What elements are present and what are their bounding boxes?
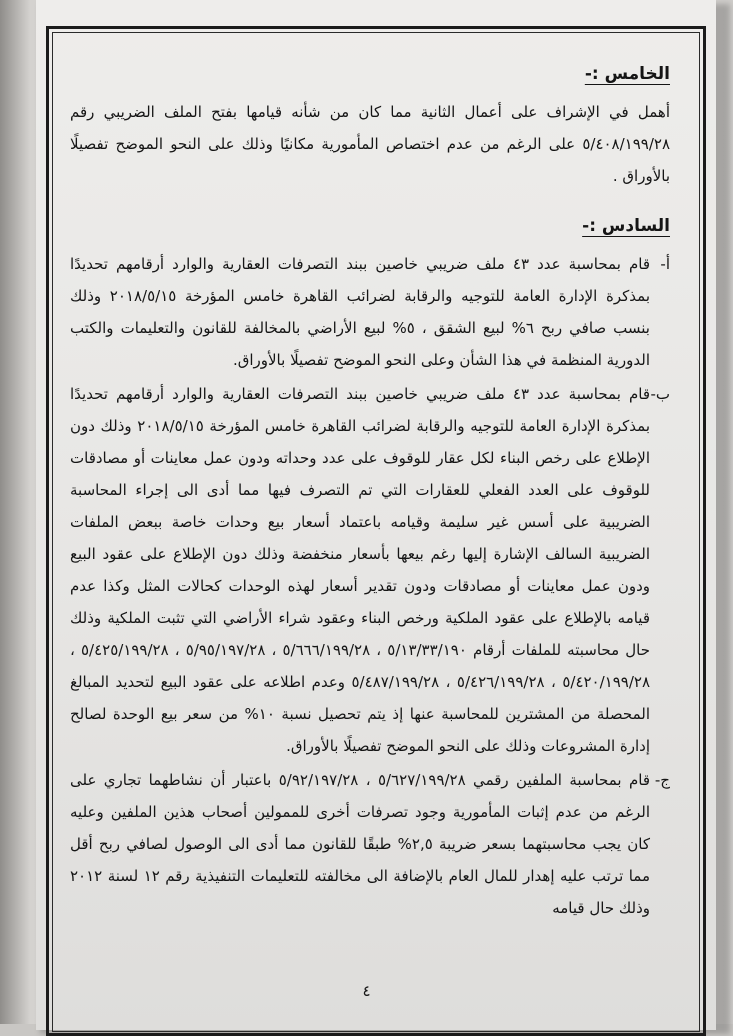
list-item-a — [70, 248, 670, 376]
item-text: قام بمحاسبة عدد ٤٣ ملف ضريبي خاصين ببند التصرفات العقارية والوارد أرقامهم تحديدًا بمذكرة الإدارة العامة للتوجيه والرقابة لضرائب القاهرة خامس المؤرخة ٢٠١٨/٥/١٥ وذلك بنسب صافي ربح ٦% لبيع الشقق ، ٥% لبيع الأراضي بالمخالفة للقانون والتعليمات والكتب الدورية المنظمة في هذا الشأن وعلى النحو الموضح تفصيلًا بالأوراق. — [70, 255, 651, 369]
item-marker: ب- — [650, 385, 670, 403]
section-heading-sixth: السادس :- — [582, 216, 670, 236]
list-item-b — [70, 378, 670, 762]
list-item-c — [70, 764, 670, 924]
document-body — [70, 40, 670, 926]
section-heading-fifth: الخامس :- — [584, 64, 670, 84]
item-marker: أ- — [660, 255, 670, 273]
page-number: ٤ — [362, 982, 371, 1000]
section-fifth-text: أهمل في الإشراف على أعمال الثانية مما كان من شأنه قيامها بفتح الملف الضريبي رقم ٥/٤٠٨/١٩٩/٢٨ على الرغم من عدم اختصاص المأمورية مكانيًا وذلك على النحو الموضح تفصيلًا بالأوراق . — [70, 103, 670, 185]
item-text: قام بمحاسبة الملفين رقمي ٥/٦٢٧/١٩٩/٢٨ ، ٥/٩٢/١٩٧/٢٨ باعتبار أن نشاطهما تجاري على الرغم من عدم إثبات المأمورية وجود تصرفات أخرى للممولين أصحاب هذين الملفين وعليه كان يجب محاسبتهما بسعر ضريبة ٢,٥% طبقًا للقانون مما أدى الى الوصول لصافي ربح أقل مما ترتب عليه إهدار للمال العام بالإضافة الى مخالفته للتعليمات التنفيذية رقم ١٢ لسنة ٢٠١٢ وذلك حال قيامه — [70, 771, 650, 917]
item-text: قام بمحاسبة عدد ٤٣ ملف ضريبي خاصين ببند التصرفات العقارية والوارد أرقامهم تحديدًا بمذكرة الإدارة العامة للتوجيه والرقابة لضرائب القاهرة خامس المؤرخة ٢٠١٨/٥/١٥ وذلك دون الإطلاع على رخص البناء لكل عقار للوقوف على عدد وحداته ودون عمل معاينات أو مصادقات للوقوف على العدد الفعلي للعقارات التي تم التصرف فيها مما أدى الى إجراء المحاسبة الضريبية على أسس غير سليمة وقيامه باعتماد أسعار بيع وحدات خاصة ببعض الملفات الضريبية السالف الإشارة إليها رغم بيعها بأسعار منخفضة وذلك دون الإطلاع على عقود البيع ودون عمل معاينات أو مصادقات ودون تقدير أسعار لهذه الوحدات كحالات المثل وكذا عدم قيامه بالإطلاع على عقود الملكية ورخص البناء وعقود شراء الأراضي التي تثبت الملكية وذلك حال محاسبته للملفات أرقام ٥/١٣/٣٣/١٩٠ ، ٥/٦٦٦/١٩٩/٢٨ ، ٥/٩٥/١٩٧/٢٨ ، ٥/٤٢٥/١٩٩/٢٨ ، ٥/٤٢٠/١٩٩/٢٨ ، ٥/٤٢٦/١٩٩/٢٨ ، ٥/٤٨٧/١٩٩/٢٨ وعدم اطلاعه على عقود البيع لتحديد المبالغ المحصلة من المشترين للمحاسبة عنها إذ يتم تحصيل نسبة ١٠% من سعر بيع الوحدة لصالح إدارة المشروعات وذلك على النحو الموضح تفصيلًا بالأوراق. — [70, 385, 651, 755]
item-marker: ج- — [654, 771, 670, 789]
